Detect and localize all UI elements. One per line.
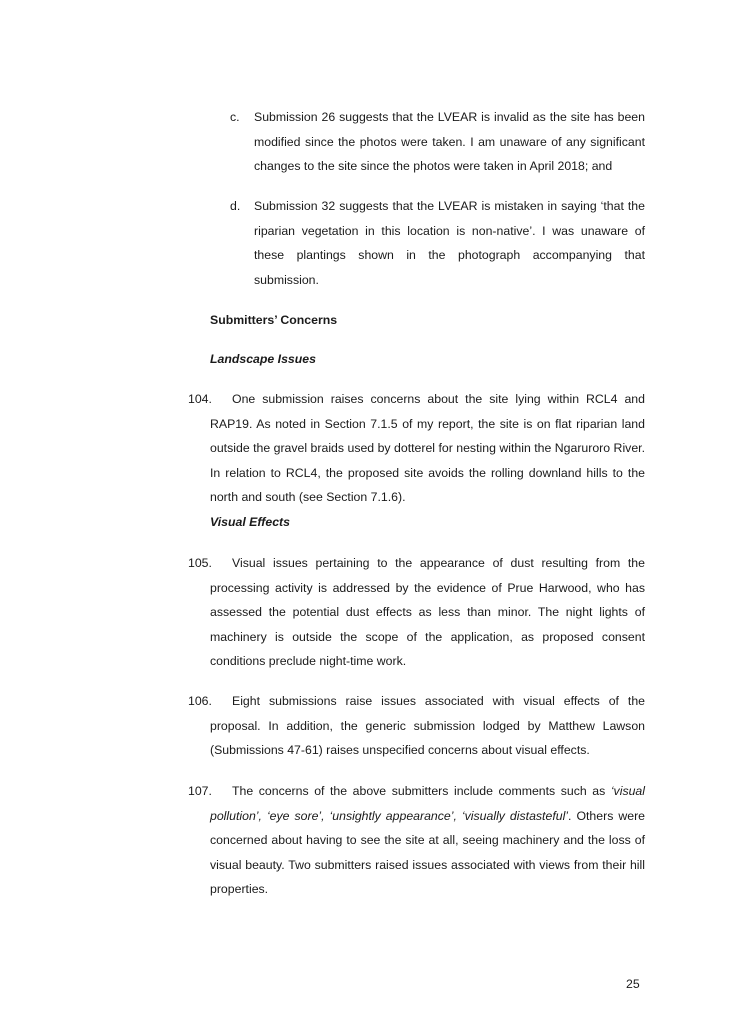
quoted-comments: ‘visual pollution’, ‘eye sore’, ‘unsightly appearance’, ‘visually distasteful’: [210, 784, 645, 823]
paragraph-text: One submission raises concerns about the site lying within RCL4 and RAP19. As noted in Section 7.1.5 of my report, the site is on flat riparian land outside the gravel braids used by dotterel for nesting within the Ngaruroro River. In relation to RCL4, the proposed site avoids the rolling downland hills to the north and south (see Section 7.1.6).: [210, 392, 645, 505]
paragraph-text: Eight submissions raise issues associated with visual effects of the proposal. In addition, the generic submission lodged by Matthew Lawson (Submissions 47-61) raises unspecified concerns about visual effects.: [210, 694, 645, 758]
paragraph-number: 105.: [188, 556, 212, 570]
page-number: 25: [626, 977, 640, 991]
sub-item-text: Submission 26 suggests that the LVEAR is invalid as the site has been modified since the photos were taken. I am unaware of any significant changes to the site since the photos were taken in April 2018; and: [254, 110, 645, 174]
paragraph-number: 106.: [188, 694, 212, 708]
heading-visual-effects: Visual Effects: [210, 515, 290, 529]
paragraph-text: Visual issues pertaining to the appearance of dust resulting from the processing activity is addressed by the evidence of Prue Harwood, who has assessed the potential dust effects as less than minor. The night lights of machinery is outside the scope of the application, as proposed consent conditions preclude night-time work.: [210, 556, 645, 669]
paragraph-text-after: . Others were concerned about having to see the site at all, seeing machinery and the loss of visual beauty. Two submitters raised issues associated with views from their hill properties.: [210, 808, 645, 897]
sub-item-letter: d.: [230, 199, 241, 213]
paragraph-text-before: The concerns of the above submitters include comments such as: [232, 784, 611, 798]
sub-item-text: Submission 32 suggests that the LVEAR is mistaken in saying ‘that the riparian vegetation in this location is non-native’. I was unaware of these plantings shown in the photograph accompanying that submission.: [254, 199, 645, 287]
sub-item-letter: c.: [230, 110, 240, 124]
sub-item-c: [230, 105, 645, 179]
heading-submitters-concerns: Submitters’ Concerns: [210, 313, 338, 327]
paragraph-107: [188, 779, 645, 902]
heading-landscape-issues: Landscape Issues: [210, 352, 316, 366]
paragraph-number: 104.: [188, 392, 212, 406]
sub-item-d: [230, 194, 645, 292]
paragraph-number: 107.: [188, 784, 212, 798]
paragraph-105: [188, 551, 645, 674]
paragraph-104: [188, 387, 645, 510]
paragraph-106: [188, 689, 645, 763]
